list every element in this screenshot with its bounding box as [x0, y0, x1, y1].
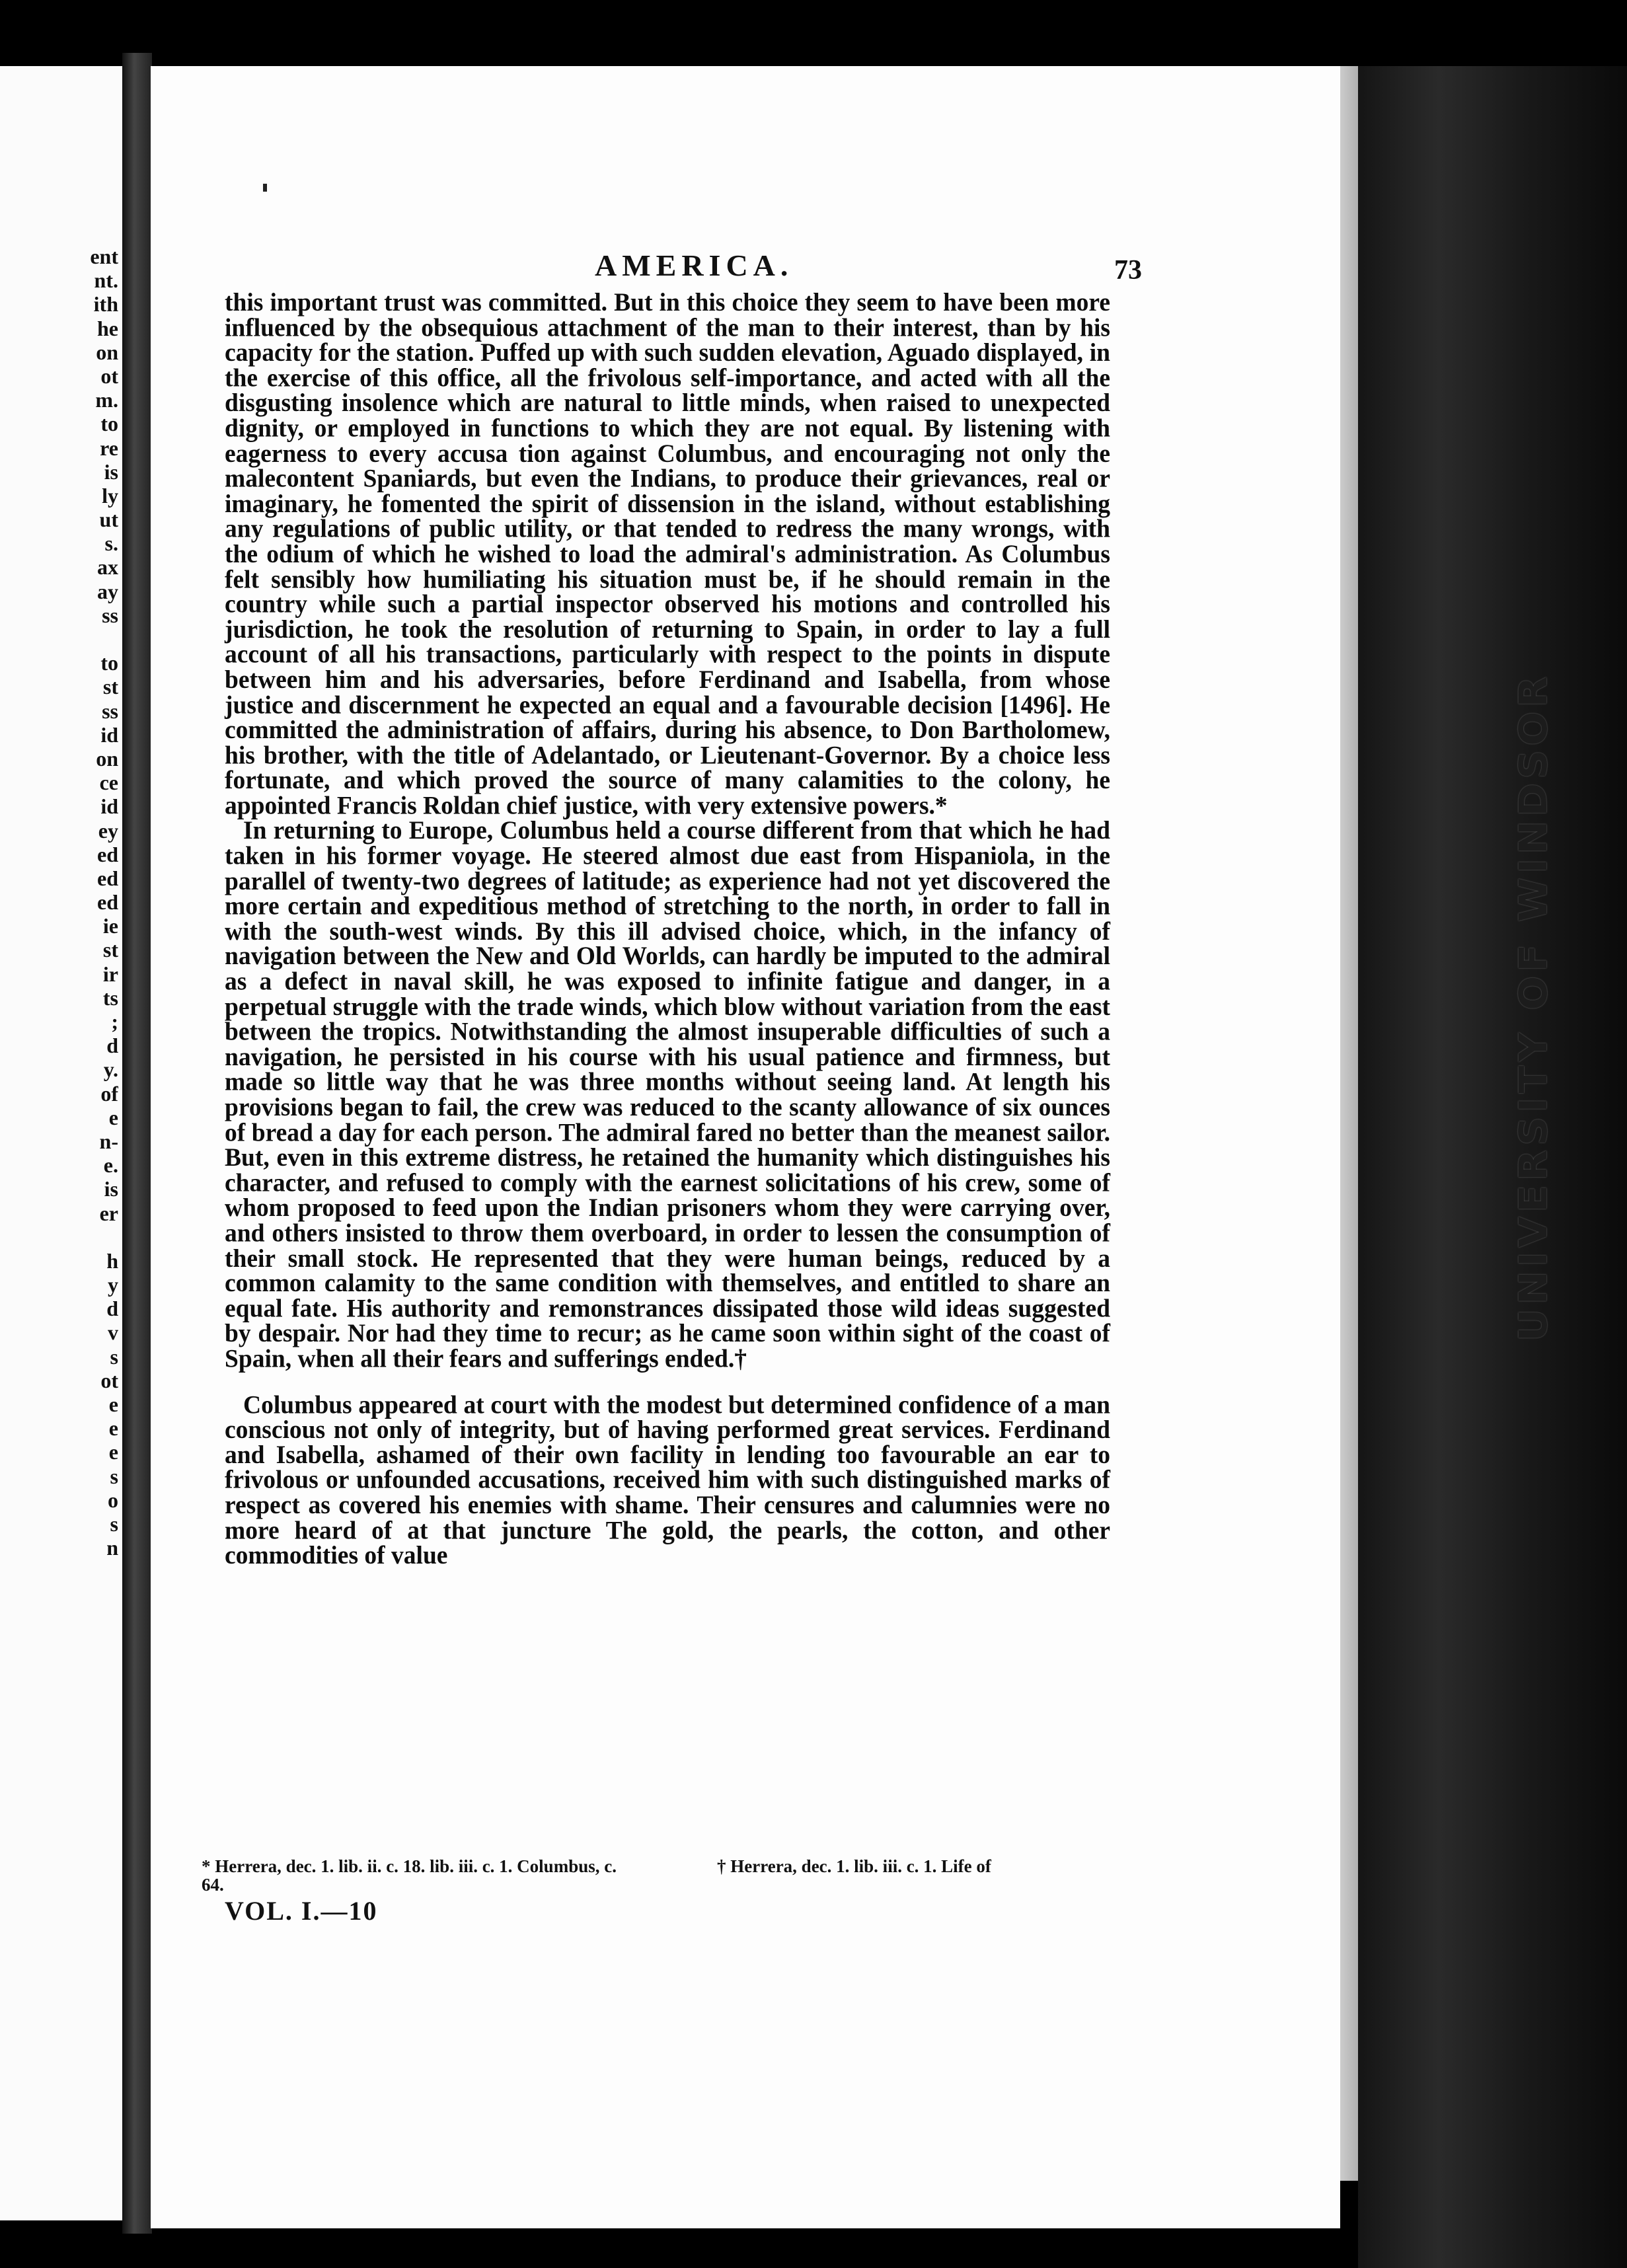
- left-fragment: ent: [90, 245, 118, 268]
- library-stamp: UNIVERSITY OF WINDSOR: [1511, 672, 1556, 1342]
- left-fragment: re: [100, 435, 118, 460]
- left-fragment: y.: [103, 1057, 118, 1082]
- left-fragment: of: [100, 1081, 118, 1106]
- left-fragment: h: [106, 1248, 118, 1273]
- left-fragment: id: [100, 794, 118, 819]
- left-fragment: s: [110, 1344, 118, 1369]
- left-fragment: y: [108, 1273, 118, 1297]
- left-fragment: d: [106, 1297, 118, 1321]
- left-fragment: ;: [111, 1010, 118, 1034]
- left-fragment: on: [96, 746, 118, 771]
- left-fragment: ot: [100, 363, 118, 388]
- left-fragment: st: [102, 938, 118, 962]
- running-title: AMERICA.: [595, 248, 794, 282]
- left-fragment: ce: [99, 771, 118, 795]
- left-page-edge: [0, 66, 122, 2220]
- left-fragment: ss: [102, 603, 118, 627]
- left-fragment: ed: [97, 842, 118, 866]
- left-fragment: ir: [102, 962, 118, 986]
- left-fragment: s.: [104, 531, 118, 556]
- left-fragment: ts: [102, 985, 118, 1010]
- left-fragment: e: [108, 1416, 118, 1441]
- left-fragment: he: [97, 316, 118, 340]
- left-fragment: to: [100, 651, 118, 675]
- left-fragment: ed: [97, 890, 118, 915]
- left-fragment: ith: [93, 292, 118, 317]
- ink-mark: [263, 184, 267, 192]
- left-fragment: v: [108, 1320, 118, 1345]
- left-fragment: ax: [97, 555, 118, 580]
- left-fragment: d: [106, 1034, 118, 1058]
- left-fragment: e: [108, 1392, 118, 1416]
- left-fragment: to: [100, 412, 118, 436]
- page-header: [225, 248, 1142, 287]
- left-fragment: ey: [98, 818, 118, 843]
- body-text: [225, 288, 1110, 1570]
- left-fragment: n: [106, 1536, 118, 1560]
- left-fragment: o: [108, 1488, 118, 1512]
- left-fragment: st: [102, 675, 118, 699]
- left-fragment: [0, 1225, 118, 1249]
- page-number: 73: [1114, 255, 1142, 285]
- left-fragment: is: [104, 459, 118, 484]
- left-fragment: e: [108, 1105, 118, 1129]
- left-fragment: m.: [95, 388, 118, 412]
- signature-mark: VOL. I.—10: [225, 1896, 378, 1926]
- left-fragment: ly: [102, 483, 118, 508]
- left-fragment: n-: [99, 1129, 118, 1153]
- left-fragment: ie: [102, 914, 118, 938]
- left-fragment: s: [110, 1464, 118, 1488]
- left-fragment: ay: [97, 579, 118, 603]
- left-fragment: e.: [103, 1153, 118, 1178]
- left-page-text-fragments: [0, 245, 122, 1560]
- left-fragment: ed: [97, 866, 118, 890]
- book-spine: [1358, 66, 1627, 2268]
- footnote-left: * Herrera, dec. 1. lib. ii. c. 18. lib. iii. c. 1. Columbus, c. 64.: [202, 1856, 617, 1895]
- left-fragment: e: [108, 1440, 118, 1464]
- footnote-right: † Herrera, dec. 1. lib. iii. c. 1. Life of: [717, 1856, 991, 1876]
- book-gutter: [122, 53, 152, 2234]
- left-fragment: ut: [99, 508, 118, 532]
- left-fragment: s: [110, 1511, 118, 1536]
- left-fragment: [0, 627, 118, 651]
- left-fragment: nt.: [94, 268, 118, 293]
- paragraph: this important trust was committed. But in this choice they seem to have been more influenced by the obsequious attachment of the man to their interest, than by his capacity for the station. Puffed up with such sudden elevation, Aguado displayed, in the exercise of this office, all the frivolous self-importance, and acted with all the disgusting insolence which are natural to little minds, when raised to unexpected dignity, or employed in functions to which they are not equal. By listening with eagerness to every accusa tion against Columbus, and encouraging not only the malecontent Spaniards, but even the Indians, to produce their grievances, real or imaginary, he fomented the spirit of dissension in the island, without establishing any regulations of public utility, or that tended to redress the many wrongs, with the odium of which he wished to load the admiral's administration. As Columbus felt sensibly how humiliating his situation must be, if he should remain in the country while such a partial inspector observed his motions and controlled his jurisdiction, he took the resolution of returning to Spain, in order to lay a full account of all his transactions, particularly with respect to the points in dispute between him and his adversaries, before Ferdinand and Isabella, from whose justice and discernment he expected an equal and a favourable decision [1496]. He committed the administration of affairs, during his absence, to Don Bartholomew, his brother, with the title of Adelantado, or Lieutenant-Governor. By a choice less fortunate, and which proved the source of many calamities to the colony, he appointed Francis Roldan chief justice, with very extensive powers.*: [225, 288, 1110, 820]
- left-fragment: id: [100, 722, 118, 747]
- left-fragment: ss: [102, 699, 118, 723]
- paragraph: Columbus appeared at court with the modest but determined confidence of a man conscious not only of integrity, but of having performed great services. Ferdinand and Isabella, ashamed of their own facility in lending too favourable an ear to frivolous or unfounded accusations, received him with such distinguished marks of respect as covered his enemies with shame. Their censures and calumnies were no more heard of at that juncture The gold, the pearls, the cotton, and other commodities of value: [225, 1390, 1110, 1570]
- left-fragment: is: [104, 1177, 118, 1201]
- paragraph: In returning to Europe, Columbus held a course different from that which he had taken in his former voyage. He steered almost due east from Hispaniola, in the parallel of twenty-two degrees of latitude; as experience had not yet discovered the more certain and expeditious method of stretching to the north, in order to fall in with the south-west winds. By this ill advised choice, which, in the infancy of navigation between the New and Old Worlds, can hardly be imputed to the admiral as a defect in naval skill, he was exposed to infinite fatigue and danger, in a perpetual struggle with the trade winds, which blow without variation from the east between the tropics. Notwithstanding the almost insuperable difficulties of such a navigation, he persisted in his course with his usual patience and firmness, but made so little way that he was three months without seeing land. At length his provisions began to fail, the crew was reduced to the scanty allowance of six ounces of bread a day for each person. The admiral fared no better than the meanest sailor. But, even in this extreme distress, he retained the humanity which distinguishes his character, and refused to comply with the earnest solicitations of his crew, some of whom proposed to feed upon the Indian prisoners whom they were carrying over, and others insisted to throw them overboard, in order to lessen the consumption of their small stock. He represented that they were human beings, reduced by a common calamity to the same condition with themselves, and entitled to share an equal fate. His authority and remonstrances dissipated those wild ideas suggested by despair. Nor had they time to recur; as he came soon within sight of the coast of Spain, when all their fears and sufferings ended.†: [225, 817, 1110, 1373]
- left-fragment: ot: [100, 1368, 118, 1392]
- left-fragment: on: [96, 340, 118, 364]
- left-fragment: er: [99, 1201, 118, 1225]
